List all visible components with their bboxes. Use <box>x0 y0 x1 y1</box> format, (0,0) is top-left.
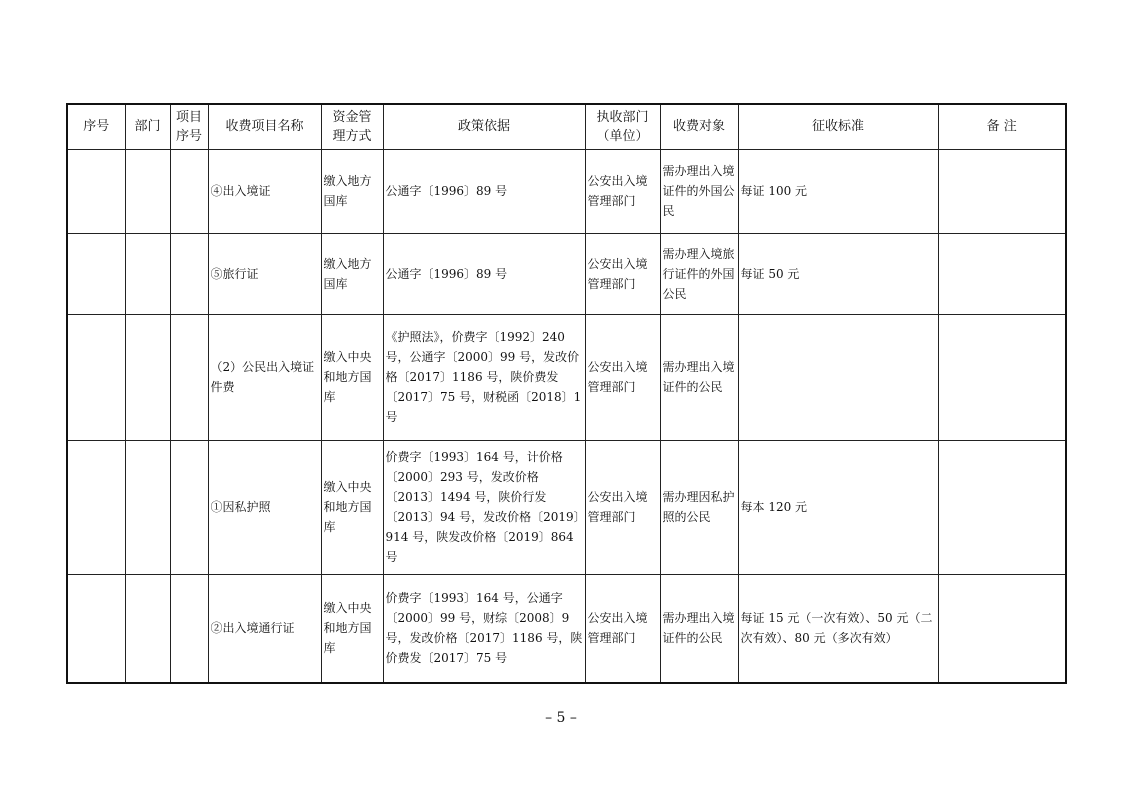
cell-seq <box>67 574 125 683</box>
header-seq: 序号 <box>67 104 125 149</box>
cell-target: 需办理出入境证件的外国公民 <box>660 149 738 233</box>
header-unit: 执收部门 （单位） <box>585 104 660 149</box>
header-note: 备 注 <box>938 104 1066 149</box>
cell-item-no <box>170 314 208 440</box>
cell-unit: 公安出入境管理部门 <box>585 314 660 440</box>
cell-note <box>938 314 1066 440</box>
header-row <box>67 104 1066 149</box>
cell-fund-mgmt: 缴入中央和地方国库 <box>321 574 383 683</box>
cell-fee-name: ⑤旅行证 <box>208 233 321 314</box>
cell-dept <box>125 314 170 440</box>
cell-policy: 价费字〔1993〕164 号，计价格〔2000〕293 号，发改价格〔2013〕1494 号，陕价行发〔2013〕94 号，发改价格〔2019〕914 号，陕发改价格〔2019〕864 号 <box>383 440 585 574</box>
cell-fund-mgmt: 缴入中央和地方国库 <box>321 314 383 440</box>
table-row <box>67 314 1066 440</box>
cell-fee-name: ②出入境通行证 <box>208 574 321 683</box>
cell-item-no <box>170 149 208 233</box>
header-fee-name: 收费项目名称 <box>208 104 321 149</box>
cell-item-no <box>170 440 208 574</box>
cell-item-no <box>170 574 208 683</box>
cell-fund-mgmt: 缴入地方国库 <box>321 233 383 314</box>
cell-policy: 价费字〔1993〕164 号，公通字〔2000〕99 号，财综〔2008〕9 号，发改价格〔2017〕1186 号，陕价费发〔2017〕75 号 <box>383 574 585 683</box>
cell-standard: 每证 50 元 <box>738 233 938 314</box>
cell-fee-name: （2）公民出入境证件费 <box>208 314 321 440</box>
cell-policy: 《护照法》，价费字〔1992〕240 号，公通字〔2000〕99 号，发改价格〔2017〕1186 号，陕价费发〔2017〕75 号，财税函〔2018〕1 号 <box>383 314 585 440</box>
header-policy: 政策依据 <box>383 104 585 149</box>
cell-standard: 每证 100 元 <box>738 149 938 233</box>
cell-dept <box>125 149 170 233</box>
cell-unit: 公安出入境管理部门 <box>585 574 660 683</box>
cell-unit: 公安出入境管理部门 <box>585 440 660 574</box>
cell-fee-name: ①因私护照 <box>208 440 321 574</box>
cell-dept <box>125 574 170 683</box>
page-number: – 5 – <box>545 710 577 726</box>
cell-target: 需办理出入境证件的公民 <box>660 314 738 440</box>
table-row <box>67 574 1066 683</box>
cell-policy: 公通字〔1996〕89 号 <box>383 149 585 233</box>
cell-standard: 每证 15 元（一次有效）、50 元（二次有效）、80 元（多次有效） <box>738 574 938 683</box>
cell-fee-name: ④出入境证 <box>208 149 321 233</box>
cell-note <box>938 440 1066 574</box>
cell-note <box>938 574 1066 683</box>
table-row <box>67 233 1066 314</box>
table-row <box>67 440 1066 574</box>
header-dept: 部门 <box>125 104 170 149</box>
cell-seq <box>67 314 125 440</box>
cell-unit: 公安出入境管理部门 <box>585 233 660 314</box>
cell-dept <box>125 440 170 574</box>
cell-note <box>938 233 1066 314</box>
cell-standard: 每本 120 元 <box>738 440 938 574</box>
cell-unit: 公安出入境管理部门 <box>585 149 660 233</box>
cell-fund-mgmt: 缴入地方国库 <box>321 149 383 233</box>
header-fund-mgmt: 资金管 理方式 <box>321 104 383 149</box>
header-item-no: 项目 序号 <box>170 104 208 149</box>
table-row <box>67 149 1066 233</box>
cell-policy: 公通字〔1996〕89 号 <box>383 233 585 314</box>
cell-target: 需办理因私护照的公民 <box>660 440 738 574</box>
cell-note <box>938 149 1066 233</box>
cell-target: 需办理入境旅行证件的外国公民 <box>660 233 738 314</box>
header-standard: 征收标准 <box>738 104 938 149</box>
cell-seq <box>67 149 125 233</box>
cell-dept <box>125 233 170 314</box>
cell-standard <box>738 314 938 440</box>
cell-item-no <box>170 233 208 314</box>
fee-table <box>66 103 1067 684</box>
cell-seq <box>67 440 125 574</box>
cell-seq <box>67 233 125 314</box>
header-target: 收费对象 <box>660 104 738 149</box>
cell-target: 需办理出入境证件的公民 <box>660 574 738 683</box>
cell-fund-mgmt: 缴入中央和地方国库 <box>321 440 383 574</box>
